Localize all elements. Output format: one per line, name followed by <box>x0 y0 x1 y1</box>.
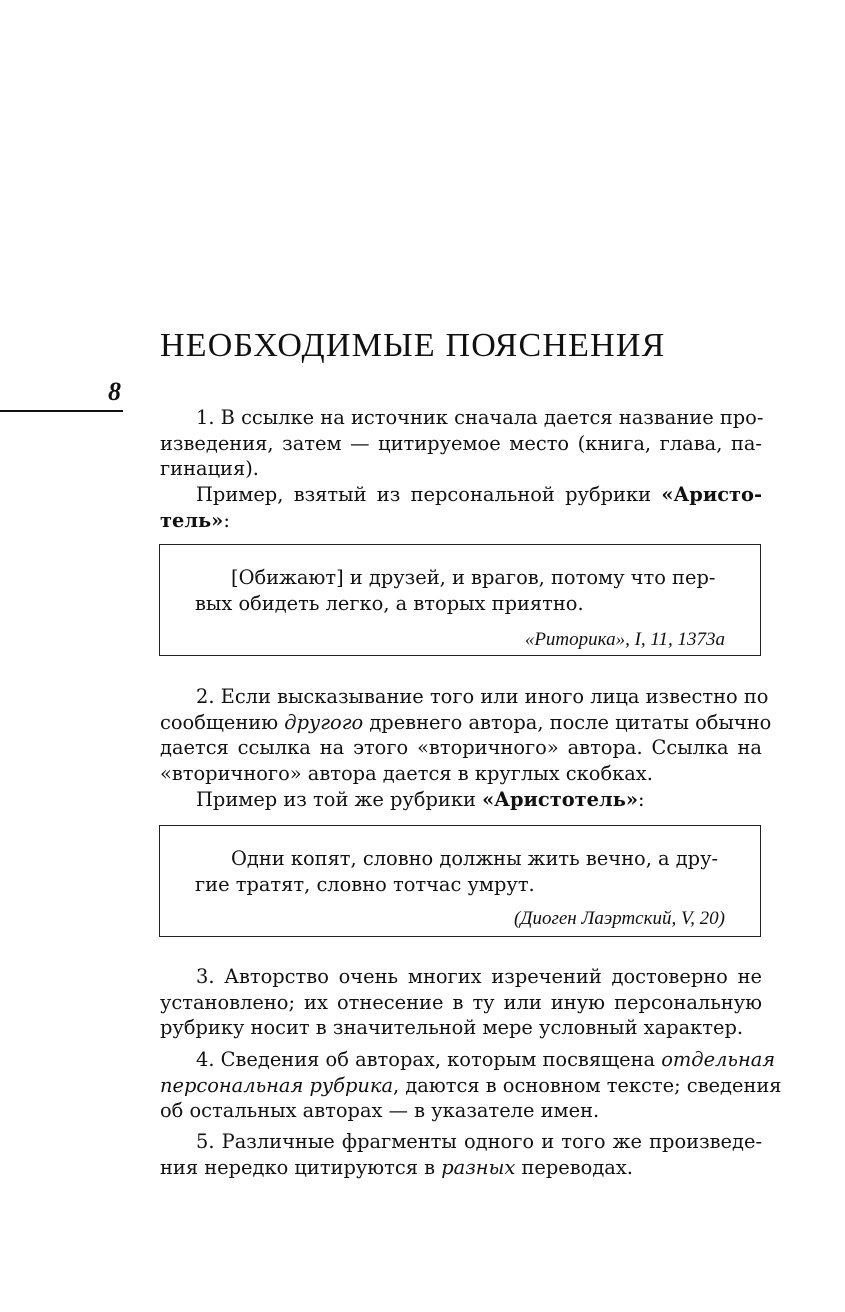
page-number: 8 <box>108 377 121 406</box>
example-1-line <box>160 482 762 508</box>
quote-text <box>195 565 716 616</box>
note-2-line: дается ссылка на этого «вторичного» автора. Ссылка на <box>160 736 762 759</box>
page-title: НЕОБХОДИМЫЕ ПОЯСНЕНИЯ <box>160 327 666 364</box>
note-4-line: об остальных авторах — в указателе имен. <box>160 1099 600 1122</box>
emphasis: другого <box>284 710 364 734</box>
example-1 <box>160 482 762 533</box>
note-2-line: 2. Если высказывание того или иного лица известно по <box>196 685 769 708</box>
note-1-line: 1. В ссылке на источник сначала дается название про- <box>196 406 764 429</box>
note-1 <box>160 405 762 482</box>
quote-text <box>195 846 719 897</box>
note-2-line: «вторичного» автора дается в круглых скобках. <box>160 761 653 785</box>
emphasis: разных <box>441 1155 516 1179</box>
example-1-text: Пример, взятый из персональной рубрики <box>196 483 662 506</box>
note-4 <box>160 1047 782 1124</box>
page-number-rule <box>0 410 123 412</box>
note-3-line: установлено; их отнесение в ту или иную персональную <box>160 990 762 1014</box>
note-3-line: 3. Авторство очень многих изречений достоверно не <box>196 965 762 988</box>
rubric-name: «Аристо- <box>661 483 762 506</box>
example-1-line: тель»: <box>160 508 230 532</box>
note-1-line: гинация). <box>160 457 259 480</box>
quote-box-1 <box>159 544 761 656</box>
note-3 <box>160 964 762 1041</box>
note-5-line: ния нередко цитируются в разных переводах. <box>160 1155 633 1179</box>
note-2-line: сообщению другого древнего автора, после цитаты обычно <box>160 710 772 734</box>
note-5 <box>160 1129 762 1180</box>
note-5-line: 5. Различные фрагменты одного и того же произведе- <box>196 1130 762 1153</box>
note-1-line: изведения, затем — цитируемое место (книга, глава, па- <box>160 431 762 455</box>
note-4-line: 4. Сведения об авторах, которым посвящена отдельная <box>196 1048 776 1071</box>
note-4-line: персональная рубрика, даются в основном тексте; сведения <box>160 1073 782 1097</box>
emphasis: отдельная <box>661 1048 776 1071</box>
quote-source: «Риторика», I, 11, 1373a <box>524 629 725 650</box>
quote-source: (Диоген Лаэртский, V, 20) <box>514 908 725 929</box>
quote-line: вых обидеть легко, а вторых приятно. <box>195 591 584 615</box>
quote-box-2 <box>159 825 761 937</box>
example-2 <box>160 787 645 813</box>
example-2-line: Пример из той же рубрики «Аристотель»: <box>196 788 645 811</box>
quote-line: Одни копят, словно должны жить вечно, а дру- <box>231 847 719 870</box>
note-2 <box>160 684 772 786</box>
emphasis: персональная рубрика <box>160 1073 394 1097</box>
rubric-name: «Аристотель» <box>482 788 638 811</box>
quote-line: [Обижают] и друзей, и врагов, потому что пер- <box>231 566 716 589</box>
rubric-name: тель» <box>160 508 224 532</box>
quote-line: гие тратят, словно тотчас умрут. <box>195 872 535 896</box>
note-3-line: рубрику носит в значительной мере условный характер. <box>160 1016 744 1039</box>
